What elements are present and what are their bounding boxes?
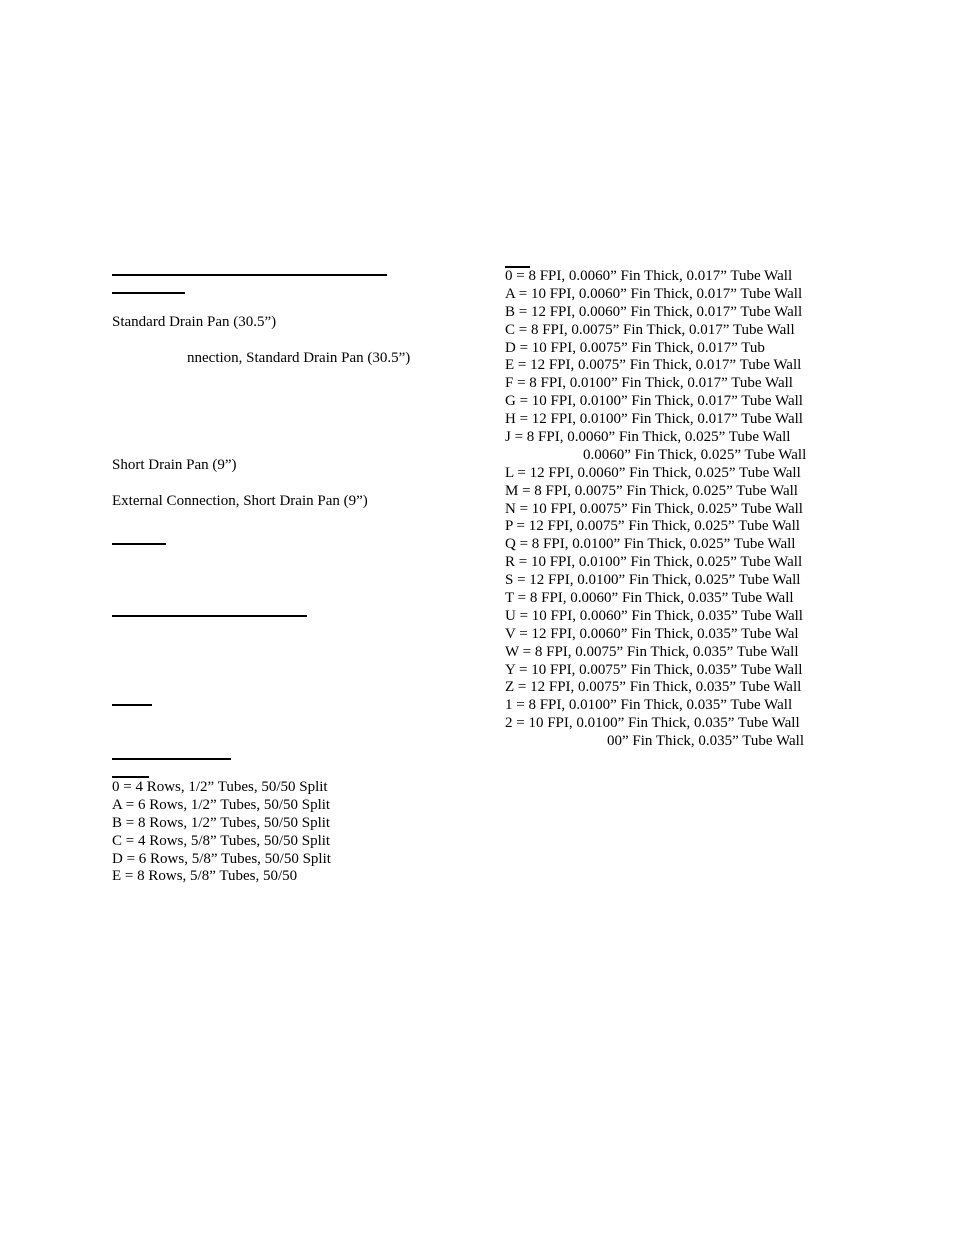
- list-item: E = 8 Rows, 5/8” Tubes, 50/50: [112, 868, 298, 885]
- list-item: L = 12 FPI, 0.0060” Fin Thick, 0.025” Tube Wall: [505, 464, 801, 481]
- list-item: F = 8 FPI, 0.0100” Fin Thick, 0.017” Tube Wall: [505, 375, 793, 392]
- list-item: 0.0060” Fin Thick, 0.025” Tube Wall: [583, 446, 807, 463]
- list-item: U = 10 FPI, 0.0060” Fin Thick, 0.035” Tube Wall: [505, 607, 803, 624]
- list-item: E = 12 FPI, 0.0075” Fin Thick, 0.017” Tube Wall: [505, 357, 802, 374]
- fin-option-list: [505, 268, 806, 751]
- section-heading-rule: [112, 615, 307, 617]
- section-subheading-rule: [112, 776, 149, 778]
- section-heading-rule: [112, 274, 387, 276]
- drain-option-line: Standard Drain Pan (30.5”): [112, 314, 277, 330]
- list-item: 2 = 10 FPI, 0.0100” Fin Thick, 0.035” Tube Wall: [505, 715, 800, 732]
- drain-option-line: External Connection, Short Drain Pan (9”): [112, 493, 368, 509]
- section-heading-rule: [112, 704, 152, 706]
- list-item: S = 12 FPI, 0.0100” Fin Thick, 0.025” Tube Wall: [505, 572, 801, 589]
- list-item: M = 8 FPI, 0.0075” Fin Thick, 0.025” Tube Wall: [505, 482, 798, 499]
- list-item: 0 = 4 Rows, 1/2” Tubes, 50/50 Split: [112, 779, 328, 795]
- drain-option-line: nnection, Standard Drain Pan (30.5”): [187, 350, 411, 366]
- list-item: Y = 10 FPI, 0.0075” Fin Thick, 0.035” Tube Wall: [505, 661, 803, 678]
- section-heading-rule: [112, 758, 231, 760]
- list-item: 00” Fin Thick, 0.035” Tube Wall: [607, 733, 804, 750]
- list-item: R = 10 FPI, 0.0100” Fin Thick, 0.025” Tube Wall: [505, 554, 803, 571]
- list-item: B = 12 FPI, 0.0060” Fin Thick, 0.017” Tube Wall: [505, 303, 803, 320]
- list-item: A = 6 Rows, 1/2” Tubes, 50/50 Split: [112, 796, 331, 813]
- section-subheading-rule: [112, 292, 185, 294]
- list-item: C = 4 Rows, 5/8” Tubes, 50/50 Split: [112, 832, 331, 849]
- list-item: Q = 8 FPI, 0.0100” Fin Thick, 0.025” Tube Wall: [505, 536, 796, 553]
- list-item: 0 = 8 FPI, 0.0060” Fin Thick, 0.017” Tube Wall: [505, 268, 793, 284]
- list-item: V = 12 FPI, 0.0060” Fin Thick, 0.035” Tube Wal: [505, 625, 799, 642]
- list-item: T = 8 FPI, 0.0060” Fin Thick, 0.035” Tube Wall: [505, 590, 794, 607]
- list-item: Z = 12 FPI, 0.0075” Fin Thick, 0.035” Tube Wall: [505, 679, 802, 696]
- list-item: N = 10 FPI, 0.0075” Fin Thick, 0.025” Tube Wall: [505, 500, 803, 517]
- list-item: J = 8 FPI, 0.0060” Fin Thick, 0.025” Tube Wall: [505, 429, 791, 446]
- coil-row-list: [112, 779, 331, 886]
- list-item: P = 12 FPI, 0.0075” Fin Thick, 0.025” Tube Wall: [505, 518, 800, 535]
- list-item: B = 8 Rows, 1/2” Tubes, 50/50 Split: [112, 814, 331, 831]
- list-item: 1 = 8 FPI, 0.0100” Fin Thick, 0.035” Tube Wall: [505, 697, 793, 714]
- list-item: G = 10 FPI, 0.0100” Fin Thick, 0.017” Tube Wall: [505, 393, 803, 410]
- section-heading-rule: [112, 543, 166, 545]
- drain-option-line: Short Drain Pan (9”): [112, 457, 237, 473]
- list-item: D = 10 FPI, 0.0075” Fin Thick, 0.017” Tub: [505, 339, 765, 356]
- list-item: W = 8 FPI, 0.0075” Fin Thick, 0.035” Tube Wall: [505, 643, 799, 660]
- list-item: A = 10 FPI, 0.0060” Fin Thick, 0.017” Tube Wall: [505, 285, 803, 302]
- list-item: D = 6 Rows, 5/8” Tubes, 50/50 Split: [112, 850, 331, 867]
- list-item: C = 8 FPI, 0.0075” Fin Thick, 0.017” Tube Wall: [505, 321, 795, 338]
- list-item: H = 12 FPI, 0.0100” Fin Thick, 0.017” Tube Wall: [505, 411, 803, 428]
